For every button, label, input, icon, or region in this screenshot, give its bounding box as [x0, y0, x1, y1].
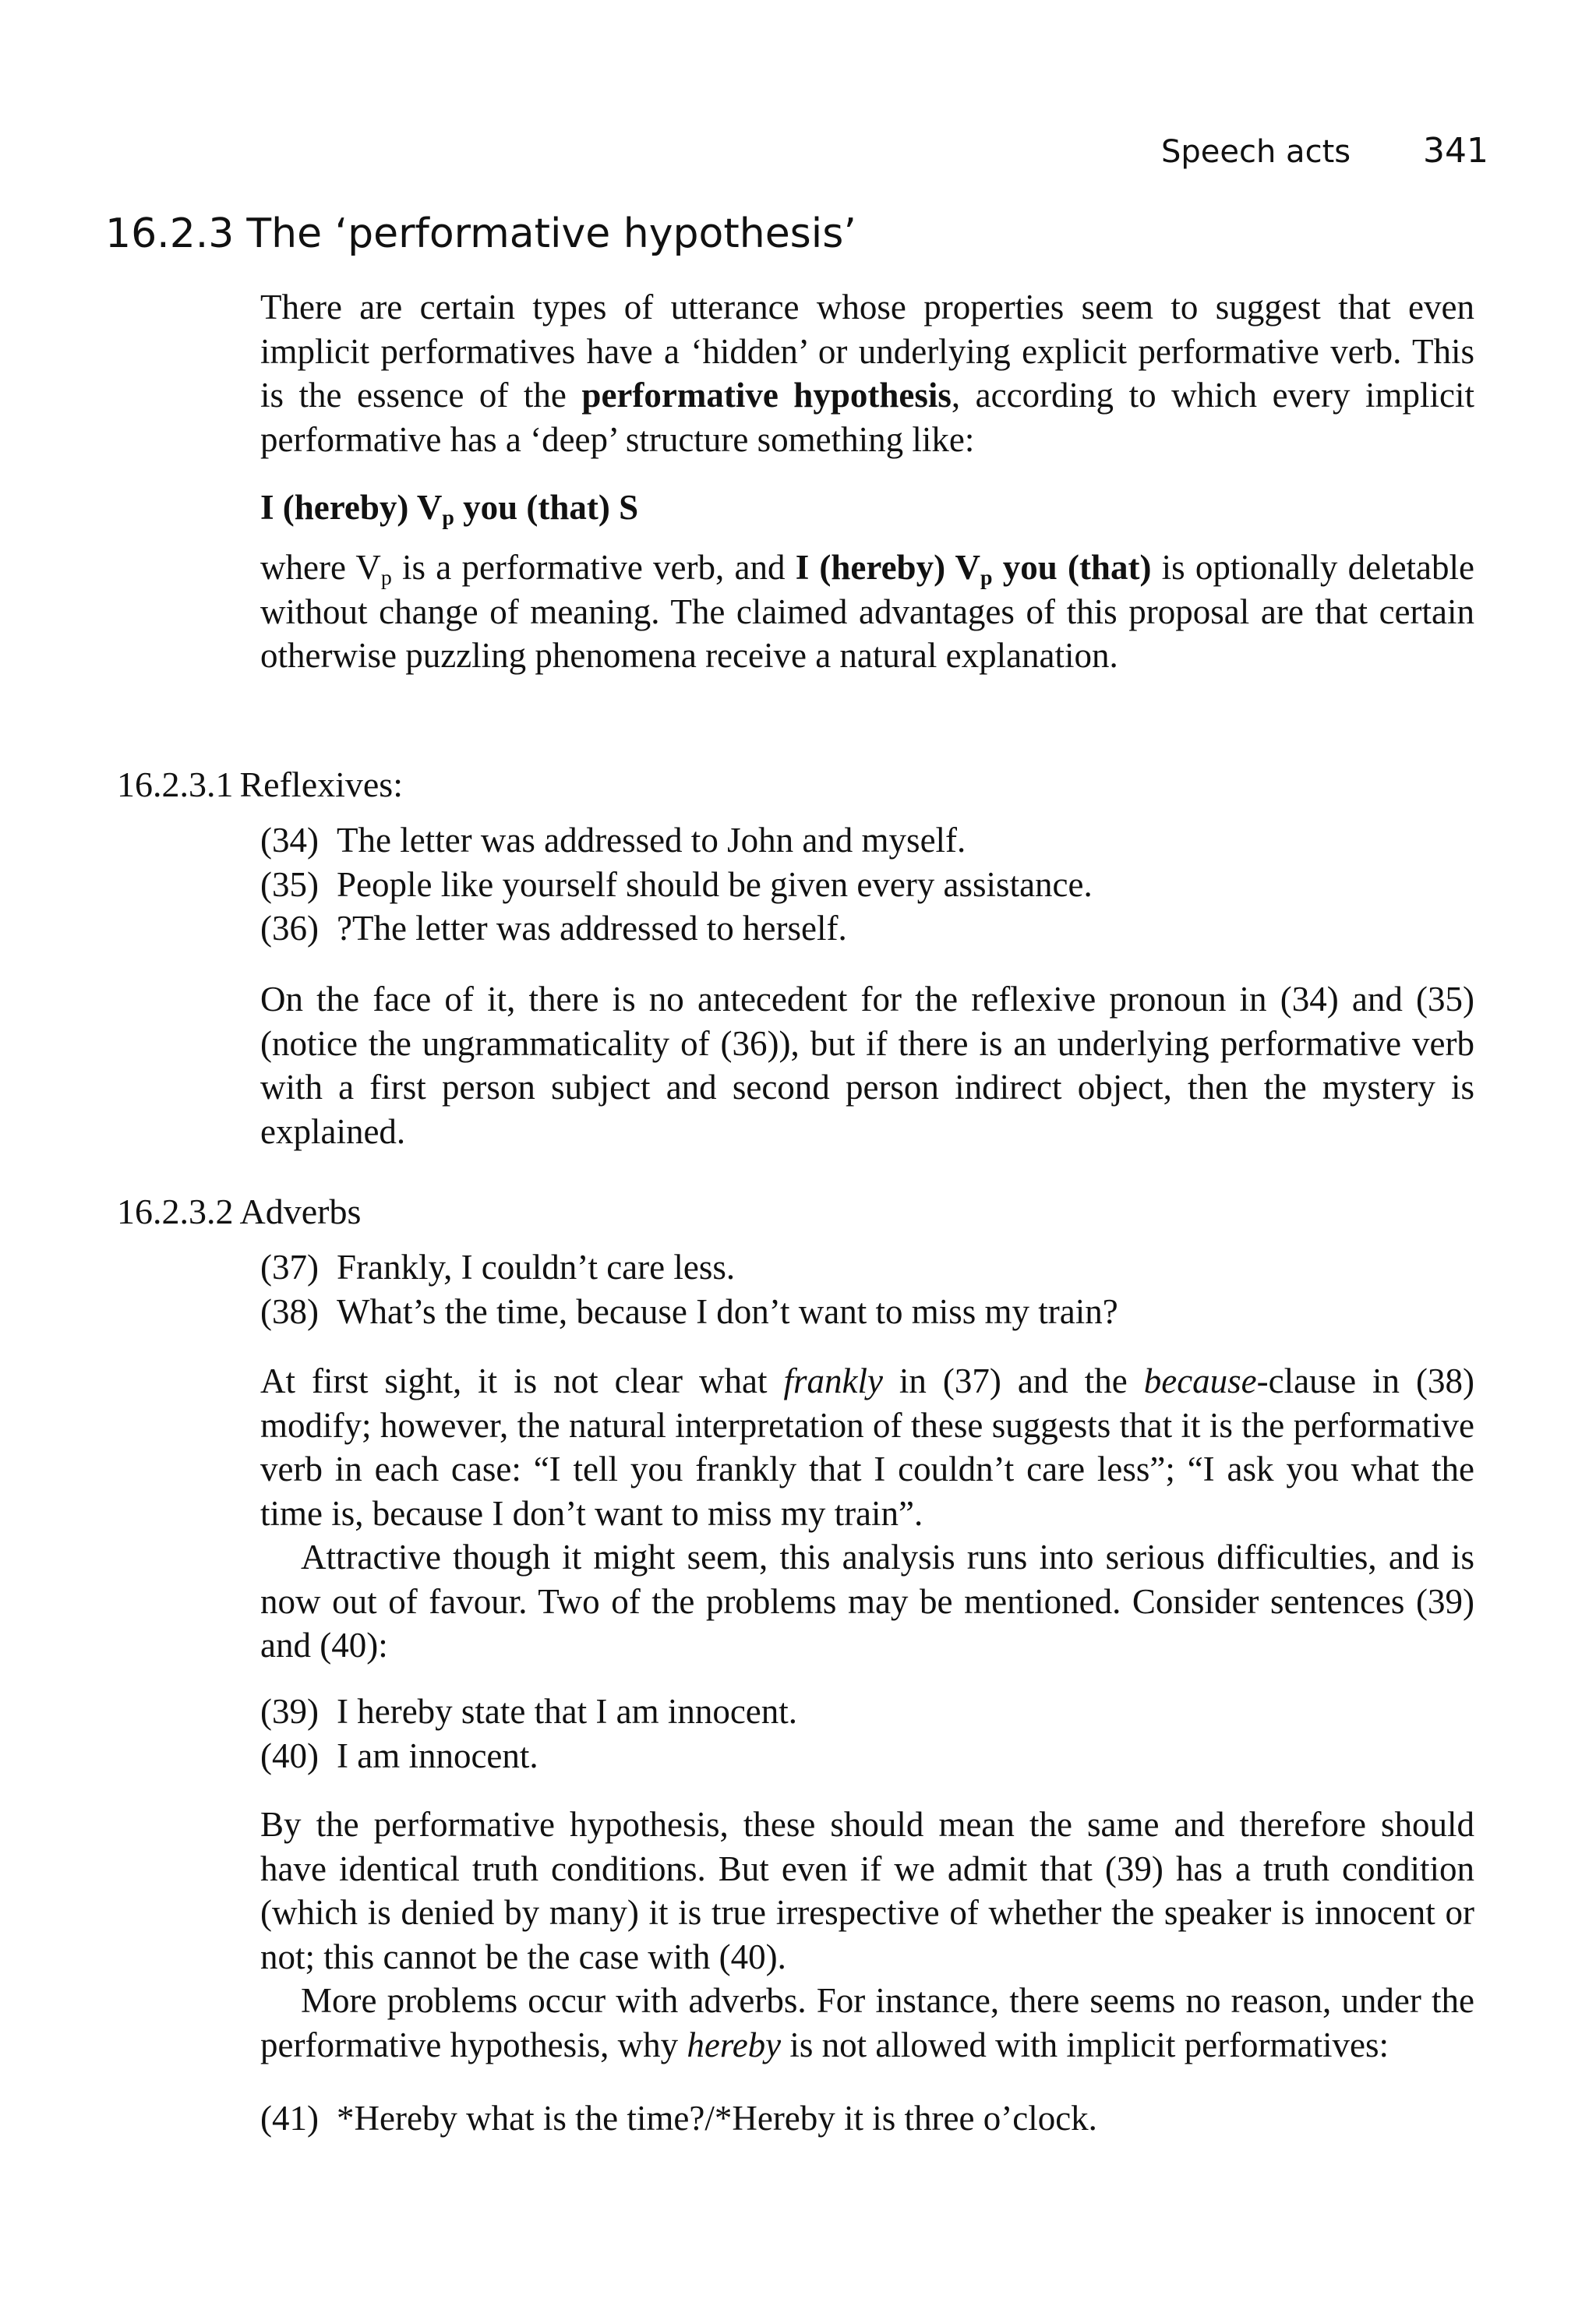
example-item [260, 863, 1093, 907]
subsection-number: 16.2.3.2 [117, 1192, 234, 1231]
formula-part: you (that) S [454, 488, 639, 527]
example-number: (35) [260, 864, 319, 904]
example-item [260, 818, 1093, 863]
subsection-heading-adverbs [117, 1191, 361, 1232]
italic-hereby: hereby [687, 2025, 782, 2064]
where-bold: I (hereby) V [795, 548, 980, 587]
subsection-title: Adverbs [239, 1192, 362, 1231]
example-number: (38) [260, 1291, 319, 1331]
attractive-paragraph: Attractive though it might seem, this analysis runs into serious difficulties, and is now out of favour. Two of the problems may be mentioned. Consider sentences (39) and (40): [260, 1538, 1474, 1665]
where-text: is optionally deletable without change of meaning. The claimed advantages of this proposal are that certain otherwise puzzling phenomena receive a natural explanation. [260, 548, 1475, 675]
running-head [1161, 131, 1488, 171]
intro-text-2: , according to which every implicit performative has a ‘deep’ structure something like: [260, 376, 1474, 459]
example-item [260, 1290, 1118, 1334]
italic-because: because [1143, 1361, 1257, 1400]
section-title: The ‘performative hypothesis’ [246, 210, 856, 257]
where-bold-subscript: p [980, 565, 993, 590]
subsection-heading-reflexives [117, 764, 403, 805]
adverbs-paragraph [260, 1359, 1474, 1535]
truth-paragraphs-block [260, 1803, 1474, 2067]
key-term: performative hypothesis [581, 376, 952, 415]
example-number: (34) [260, 821, 319, 860]
adverbs-paragraphs-block [260, 1359, 1474, 1668]
example-text: I hereby state that I am innocent. [337, 1692, 798, 1731]
page-number: 341 [1423, 131, 1488, 171]
where-text: is a performative verb, and [391, 548, 796, 587]
example-text: I am innocent. [337, 1736, 538, 1775]
example-number: (40) [260, 1736, 319, 1775]
example-number: (37) [260, 1248, 319, 1287]
formula-subscript: p [442, 505, 454, 530]
more-text: is not allowed with implicit performatives: [781, 2025, 1389, 2064]
formula-part: I (hereby) V [260, 488, 443, 527]
intro-paragraph [260, 285, 1474, 461]
adverbs-text: in (37) and the [882, 1361, 1144, 1400]
subsection-title: Reflexives: [239, 765, 403, 804]
examples-reflexives [260, 818, 1093, 951]
where-text: where V [260, 548, 381, 587]
example-item [260, 1734, 797, 1778]
section-number: 16.2.3 [105, 210, 235, 257]
example-text: Frankly, I couldn’t care less. [337, 1248, 736, 1287]
section-heading [105, 210, 856, 257]
more-problems-paragraph [260, 1979, 1474, 2067]
examples-hereby [260, 2096, 1097, 2141]
example-item [260, 1245, 1118, 1290]
example-item [260, 2096, 1097, 2141]
adverbs-text: At first sight, it is not clear what [260, 1361, 784, 1400]
where-paragraph [260, 546, 1474, 678]
adverbs-text: -clause in (38) modify; however, the natural interpretation of these suggests that it is the performative verb in each case: “I tell you frankly that I couldn’t care less”; “I ask you what the time is, because I don’t want to miss my train”. [260, 1361, 1474, 1533]
example-text: ?The letter was addressed to herself. [337, 909, 847, 948]
running-title: Speech acts [1161, 134, 1351, 170]
intro-paragraph-block [260, 285, 1474, 461]
intro-text-1: There are certain types of utterance whose properties seem to suggest that even implicit performatives have a ‘hidden’ or underlying explicit performative verb. This is the essence of the [260, 288, 1474, 415]
example-item [260, 906, 1093, 951]
examples-adverbs [260, 1245, 1118, 1333]
example-number: (39) [260, 1692, 319, 1731]
example-text: What’s the time, because I don’t want to miss my train? [337, 1291, 1118, 1331]
truth-paragraph: By the performative hypothesis, these should mean the same and therefore should have identical truth conditions. But even if we admit that (39) has a truth condition (which is denied by many) it is true irrespective of whether the speaker is innocent or not; this cannot be the case with (40). [260, 1805, 1474, 1976]
subsection-number: 16.2.3.1 [117, 765, 234, 804]
reflexives-paragraph-block [260, 977, 1474, 1153]
where-subscript: p [380, 565, 392, 590]
example-item [260, 1690, 797, 1734]
examples-innocent [260, 1690, 797, 1778]
example-text: The letter was addressed to John and myself. [337, 821, 966, 860]
where-bold: you (that) [992, 548, 1152, 587]
reflexives-paragraph: On the face of it, there is no antecedent for the reflexive pronoun in (34) and (35) (notice the ungrammaticality of (36)), but if there is an underlying performative verb with a first person subject and second person indirect object, then the mystery is explained. [260, 980, 1474, 1151]
deep-structure-formula [260, 487, 638, 528]
more-text: More problems occur with adverbs. For instance, there seems no reason, under the performative hypothesis, why [260, 1981, 1474, 2064]
example-number: (36) [260, 909, 319, 948]
example-number: (41) [260, 2099, 319, 2138]
example-text: People like yourself should be given every assistance. [337, 864, 1093, 904]
where-paragraph-block [260, 546, 1474, 678]
italic-frankly: frankly [783, 1361, 883, 1400]
example-text: *Hereby what is the time?/*Hereby it is three o’clock. [337, 2099, 1097, 2138]
